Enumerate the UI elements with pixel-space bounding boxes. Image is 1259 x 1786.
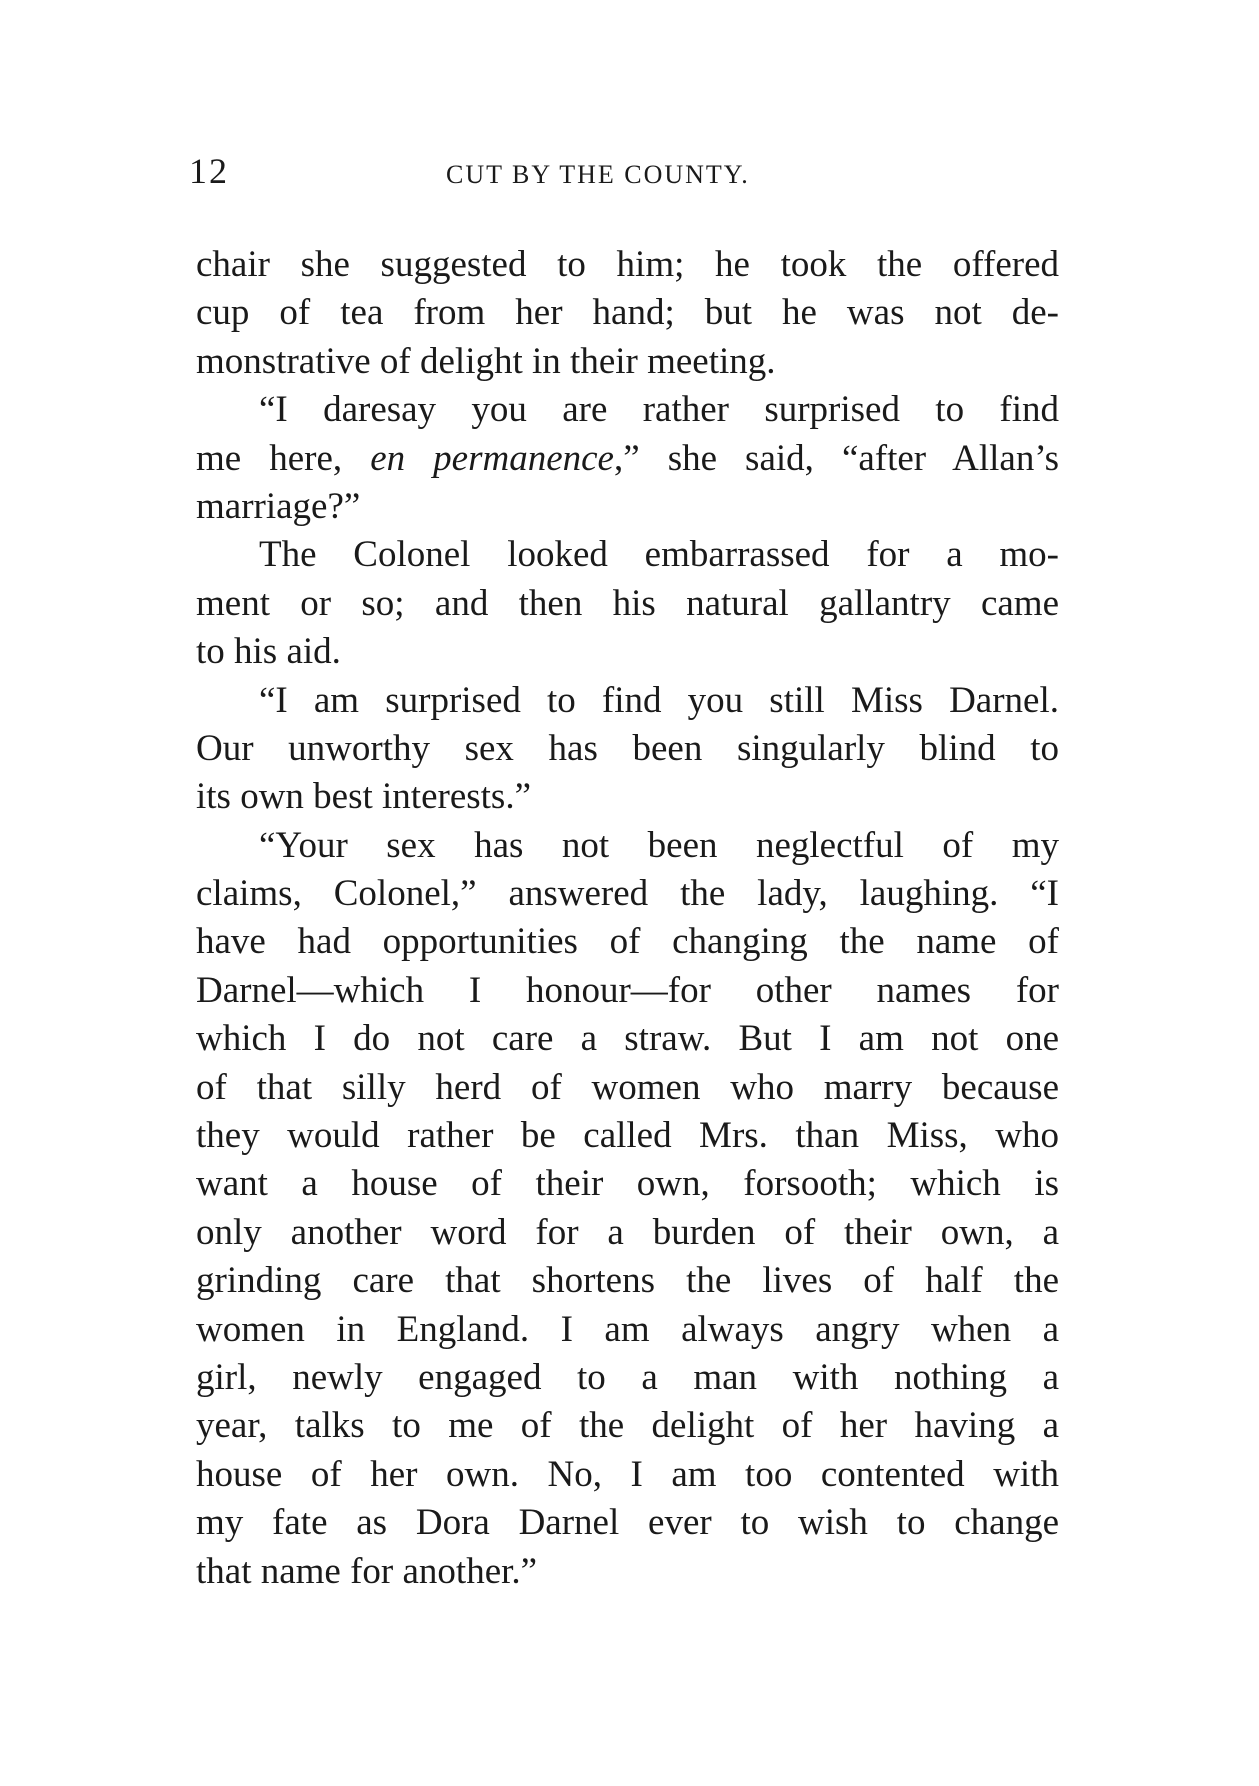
text-line: ment or so; and then his natural gallantry came <box>196 582 1059 624</box>
text-line: its own best interests.” <box>196 776 532 818</box>
italic-phrase: en permanence <box>370 437 614 479</box>
text-line: “Your sex has not been neglectful of my <box>259 824 1059 866</box>
text-line: that name for another.” <box>196 1550 538 1592</box>
text-line: want a house of their own, forsooth; which is <box>196 1163 1059 1205</box>
text-line: Darnel—which I honour—for other names for <box>196 969 1059 1011</box>
text-line: chair she suggested to him; he took the offered <box>196 244 1059 285</box>
text-line: “I daresay you are rather surprised to find <box>259 389 1059 431</box>
text-line: of that silly herd of women who marry because <box>196 1066 1059 1108</box>
page-number: 12 <box>189 151 229 191</box>
text-line: women in England. I am always angry when a <box>196 1308 1059 1350</box>
text-line: which I do not care a straw. But I am not one <box>196 1018 1059 1060</box>
text-line: to his aid. <box>196 631 341 673</box>
text-line: marriage?” <box>196 485 361 527</box>
text-line: Our unworthy sex has been singularly blind to <box>196 727 1059 769</box>
text-line: house of her own. No, I am too contented with <box>196 1453 1059 1495</box>
text-line: only another word for a burden of their own, a <box>196 1211 1059 1253</box>
running-head: CUT BY THE COUNTY. <box>446 160 750 189</box>
text-line: my fate as Dora Darnel ever to wish to change <box>196 1502 1059 1544</box>
text-line: The Colonel looked embarrassed for a mo- <box>259 534 1059 576</box>
text-segment: ,” she said, “after Allan’s <box>613 437 1060 479</box>
text-line: claims, Colonel,” answered the lady, laughing. “I <box>196 873 1059 915</box>
text-line: “I am surprised to find you still Miss Darnel. <box>259 679 1059 721</box>
text-line: monstrative of delight in their meeting. <box>196 340 776 382</box>
text-line <box>196 435 1059 483</box>
text-line: grinding care that shortens the lives of half the <box>196 1260 1059 1302</box>
text-line: year, talks to me of the delight of her having a <box>196 1405 1059 1447</box>
text-segment: me here, <box>196 437 371 479</box>
body-text <box>196 241 1059 1596</box>
text-line: cup of tea from her hand; but he was not de- <box>196 292 1059 334</box>
text-line: they would rather be called Mrs. than Miss, who <box>196 1115 1059 1157</box>
text-line: have had opportunities of changing the name of <box>196 921 1059 963</box>
text-line: girl, newly engaged to a man with nothing a <box>196 1356 1059 1398</box>
